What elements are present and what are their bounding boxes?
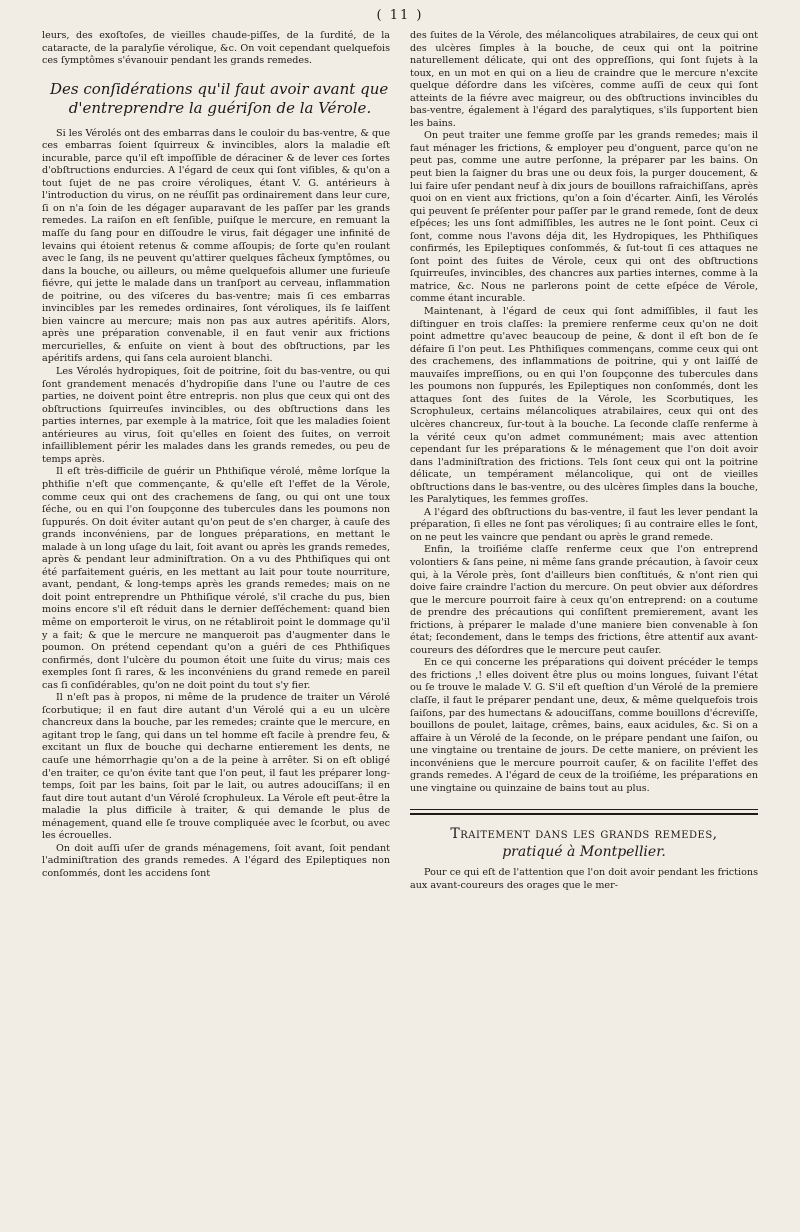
paragraph: Il n'eſt pas à propos, ni même de la prudence de traiter un Vérolé ſcorbutique; il en faut dire autant d'un Vérolé qui a eu un ulcère chancreux dans la bouche, par les remedes; crainte que le mercure, en agitant trop le ſang, qui dans un tel homme eſt facile à prendre feu, & excitant un flux de bouche qui decharne entierement les dents, ne cauſe une hémorrhagie qu'on a de la peine à arrêter. Si on eſt obligé d'en traiter, ce qu'on évite tant que l'on peut, il faut les préparer long-temps, ſoit par les bains, ſoit par le lait, ou autres adouciſſans; il en faut dire tout autant d'un Vérolé ſcrophuleux. La Vérole eſt peut-être la maladie la plus difficile à traiter, & qui demande le plus de ménagement, quand elle ſe trouve compliquée avec le ſcorbut, ou avec les écrouelles. (42, 692, 390, 842)
paragraph: des ſuites de la Vérole, des mélancoliques atrabilaires, de ceux qui ont des ulcères ſimples à la bouche, de ceux qui ont la poitrine naturellement délicate, qui ont des oppreſſions, qui ſont ſujets à la toux, en un mot en qui on a lieu de craindre que le mercure n'excite quelque déſordre dans les viſcères, comme auſſi de ceux qui ſont atteints de la fiévre avec maigreur, ou des obſtructions invincibles du bas-ventre, également à l'égard des paralytiques, s'ils ſupportent bien les bains. (410, 30, 758, 129)
paragraph: Les Vérolés hydropiques, ſoit de poitrine, ſoit du bas-ventre, ou qui ſont grandement menacés d'hydropiſie dans l'une ou l'autre de ces parties, ne doivent point être entrepris. non plus que ceux qui ont des obſtructions ſquirreuſes invincibles, ou des obſtructions dans les parties internes, par exemple à la matrice, ſoit que les maladies ſoient antérieures au virus, ſoit qu'elles en ſoient des ſuites, on verroit infailliblement périr les malades dans les grands remedes, ou peu de temps après. (42, 366, 390, 465)
paragraph: On doit auſſi uſer de grands ménagemens, ſoit avant, ſoit pendant l'adminiſtration des grands remedes. A l'égard des Epileptiques non conſommés, dont les accidens ſont (42, 842, 390, 879)
section-title-line: d'entreprendre la guériſon de la Vérole. (68, 98, 372, 117)
section-heading-subtitle: pratiqué à Montpellier. (502, 844, 666, 861)
paragraph: Si les Vérolés ont des embarras dans le couloir du bas-ventre, & que ces embarras ſoient ſquirreux & invincibles, alors la maladie eſt incurable, parce qu'il eſt impoſſible de déraciner & de lever ces ſortes d'obſtructions endurcies. A l'égard de ceux qui ſont viſibles, & qu'on a tout ſujet de ne pas croire véroliques, étant V. G. antérieurs à l'introduction du virus, on ne réuſſit pas ordinairement dans leur cure, ſi on n'a ſoin de les dégager auparavant de les paſſer par les grands remedes. La raiſon en eſt ſenſible, puiſque le mercure, en remuant la maſſe du ſang pour en diſſoudre le virus, fait dégager une infinité de levains qui étoient retenus & comme aſſoupis; de ſorte qu'en roulant avec le ſang, ils ne peuvent qu'attirer quelques fâcheux ſymptômes, ou dans la bouche, ou ailleurs, ou même quelquefois allumer une furieuſe fiévre, qui jette le malade dans un tranſport au cerveau, inflammation de poitrine, ou des viſceres du bas-ventre; mais ſi ces embarras invincibles par les remedes ordinaires, ſont véroliques, ils ſe laiſſent bien vaincre au mercure; mais non pas aux autres apéritifs. Alors, après une préparation convenable, il en faut venir aux frictions mercurielles, & enſuite on vient à bout des obſtructions, par les apéritifs ardens, qui ſans cela auroient blanchi. (42, 127, 390, 365)
page-number: ( 11 ) (376, 8, 424, 23)
paragraph: On peut traiter une femme groſſe par les grands remedes; mais il faut ménager les frictions, & employer peu d'onguent, parce qu'on ne peut pas, comme une autre perſonne, la préparer par les bains. On peut bien la ſaigner du bras une ou deux fois, la purger doucement, & lui faire uſer pendant neuf à dix jours de bouillons rafraichiſſans, après quoi on en vient aux frictions, qu'on a ſoin d'écarter. Ainſi, les Vérolés qui peuvent ſe préſenter pour paſſer par le grand remede, ſont de deux eſpéces; les uns ſont admiſſibles, les autres ne le ſont point. Ceux ci ſont, comme nous l'avons déja dit, les Hydropiques, les Phthiſiques confirmés, les Epileptiques conſommés, & ſut-tout ſi ces attaques ne ſont point des ſuites de Vérole, ceux qui ont des obſtructions ſquirreuſes, invincibles, des chancres aux parties internes, comme à la matrice, &c. Nous ne parlerons point de cette eſpéce de Vérole, comme étant incurable. (410, 130, 758, 305)
paragraph: En ce qui concerne les préparations qui doivent précéder le temps des frictions ,! elles doivent être plus ou moins longues, ſuivant l'état ou ſe trouve le malade V. G. S'il eſt queſtion d'un Vérolé de la premiere claſſe, il faut le préparer pendant une, deux, & même quelquefois trois ſaiſons, par des humectans & adouciſſans, comme bouillons d'écreviſſe, bouillons de poulet, laitage, crêmes, bains, eaux acidules, &c. Si on a affaire à un Vérolé de la ſeconde, on le prépare pendant une ſaiſon, ou une vingtaine ou trentaine de jours. De cette maniere, on prévient les inconvéniens que le mercure pourroit cauſer, & on facilite l'effet des grands remedes. A l'égard de ceux de la troiſiéme, les préparations en une vingtaine ou quinzaine de bains tout au plus. (410, 657, 758, 794)
section-title-line: Des conſidérations qu'il faut avoir avant que (50, 79, 389, 98)
section-heading: Traitement dans les grands remedes, (450, 826, 718, 843)
left-column (42, 30, 390, 880)
right-column (410, 30, 758, 892)
paragraph: leurs, des exoſtoſes, de vieilles chaude-piſſes, de la ſurdité, de la cataracte, de la paralyſie vérolique, &c. On voit cependant quelquefois ces ſymptômes s'évanouir pendant les grands remedes. (42, 30, 390, 67)
paragraph: Maintenant, à l'égard de ceux qui ſont admiſſibles, il faut les diſtinguer en trois claſſes: la premiere renferme ceux qu'on ne doit point admettre qu'avec beaucoup de peine, & dont il eſt bon de ſe défaire ſi l'on peut. Les Phthiſiques commençans, comme ceux qui ont des crachemens, des inflammations de poitrine, qui y ont laiſſé de mauvaiſes impreſſions, ou en qui l'on ſoupçonne des tubercules dans les poumons non ſuppurés, les Epileptiques non conſommés, dont les attaques ſont des ſuites de la Vérole, les Scorbutiques, les Scrophuleux, certains mélancoliques atrabilaires, ceux qui ont des ulcères chancreux, ſur-tout à la bouche. La ſeconde claſſe renferme à la vérité ceux qu'on admet communément; mais avec attention cependant ſur les préparations & le ménagement que l'on doit avoir dans l'adminiſtration des frictions. Tels ſont ceux qui ont la poitrine délicate, un tempérament mélancolique, qui ont de vieilles obſtructions dans le bas-ventre, ou des ulcères ſimples dans la bouche, les Paralytiques, les femmes groſſes. (410, 306, 758, 506)
paragraph: A l'égard des obſtructions du bas-ventre, il faut les lever pendant la préparation, ſi elles ne ſont pas véroliques; ſi au contraire elles le ſont, on ne peut les vaincre que pendant ou après le grand remede. (410, 506, 758, 543)
paragraph: Pour ce qui eſt de l'attention que l'on doit avoir pendant les frictions aux avant-coureurs des orages que le mer- (410, 867, 758, 891)
section-divider (410, 809, 758, 815)
paragraph: Il eſt très-difficile de guérir un Phthiſique vérolé, même lorſque la phthiſie n'eſt que commençante, & qu'elle eſt l'effet de la Vérole, comme ceux qui ont des crachemens de ſang, ou qui ont une toux ſéche, ou en qui l'on ſoupçonne des tubercules dans les poumons non ſuppurés. On doit éviter autant qu'on peut de s'en charger, à cauſe des grands inconvéniens, par de longues préparations, en mettant le malade à un long uſage du lait, ſoit avant ou après les grands remedes, après & pendant leur adminiſtration. On a vu des Phthiſiques qui ont été parfaitement guéris, en les mettant au lait pour toute nourriture, avant, pendant, & long-temps après les grands remedes; mais on ne doit point entreprendre un Phthiſique vérolé, s'il crache du pus, bien moins encore s'il eſt réduit dans le dernier deſſéchement: quand bien même on emporteroit le virus, on ne rétabliroit point le dommage qu'il y a fait; & que le mercure ne manqueroit pas d'augmenter dans le poumon. On prétend cependant qu'on a guéri de ces Phthiſiques confirmés, dont l'ulcère du poumon étoit une ſuite du virus; mais ces exemples ſont ſi rares, & les inconvéniens du grand remede en pareil cas ſi conſidérables, qu'on ne doit point du tout s'y fier. (42, 466, 390, 691)
paragraph: Enfin, la troiſiéme claſſe renferme ceux que l'on entreprend volontiers & ſans peine, ni même ſans grande précaution, à ſavoir ceux qui, à la Vérole près, ſont d'ailleurs bien conſtitués, & n'ont rien qui doive faire craindre l'action du mercure. On peut obvier aux déſordres que le mercure pourroit faire à ceux qu'on entreprend: on a coutume de prendre des précautions qui conſiſtent premierement, avant les frictions, à préparer le malade d'une maniere bien convenable à ſon état; ſecondement, dans le temps des frictions, être attentif aux avant-coureurs des déſordres que le mercure peut cauſer. (410, 544, 758, 656)
section-title (50, 80, 390, 118)
